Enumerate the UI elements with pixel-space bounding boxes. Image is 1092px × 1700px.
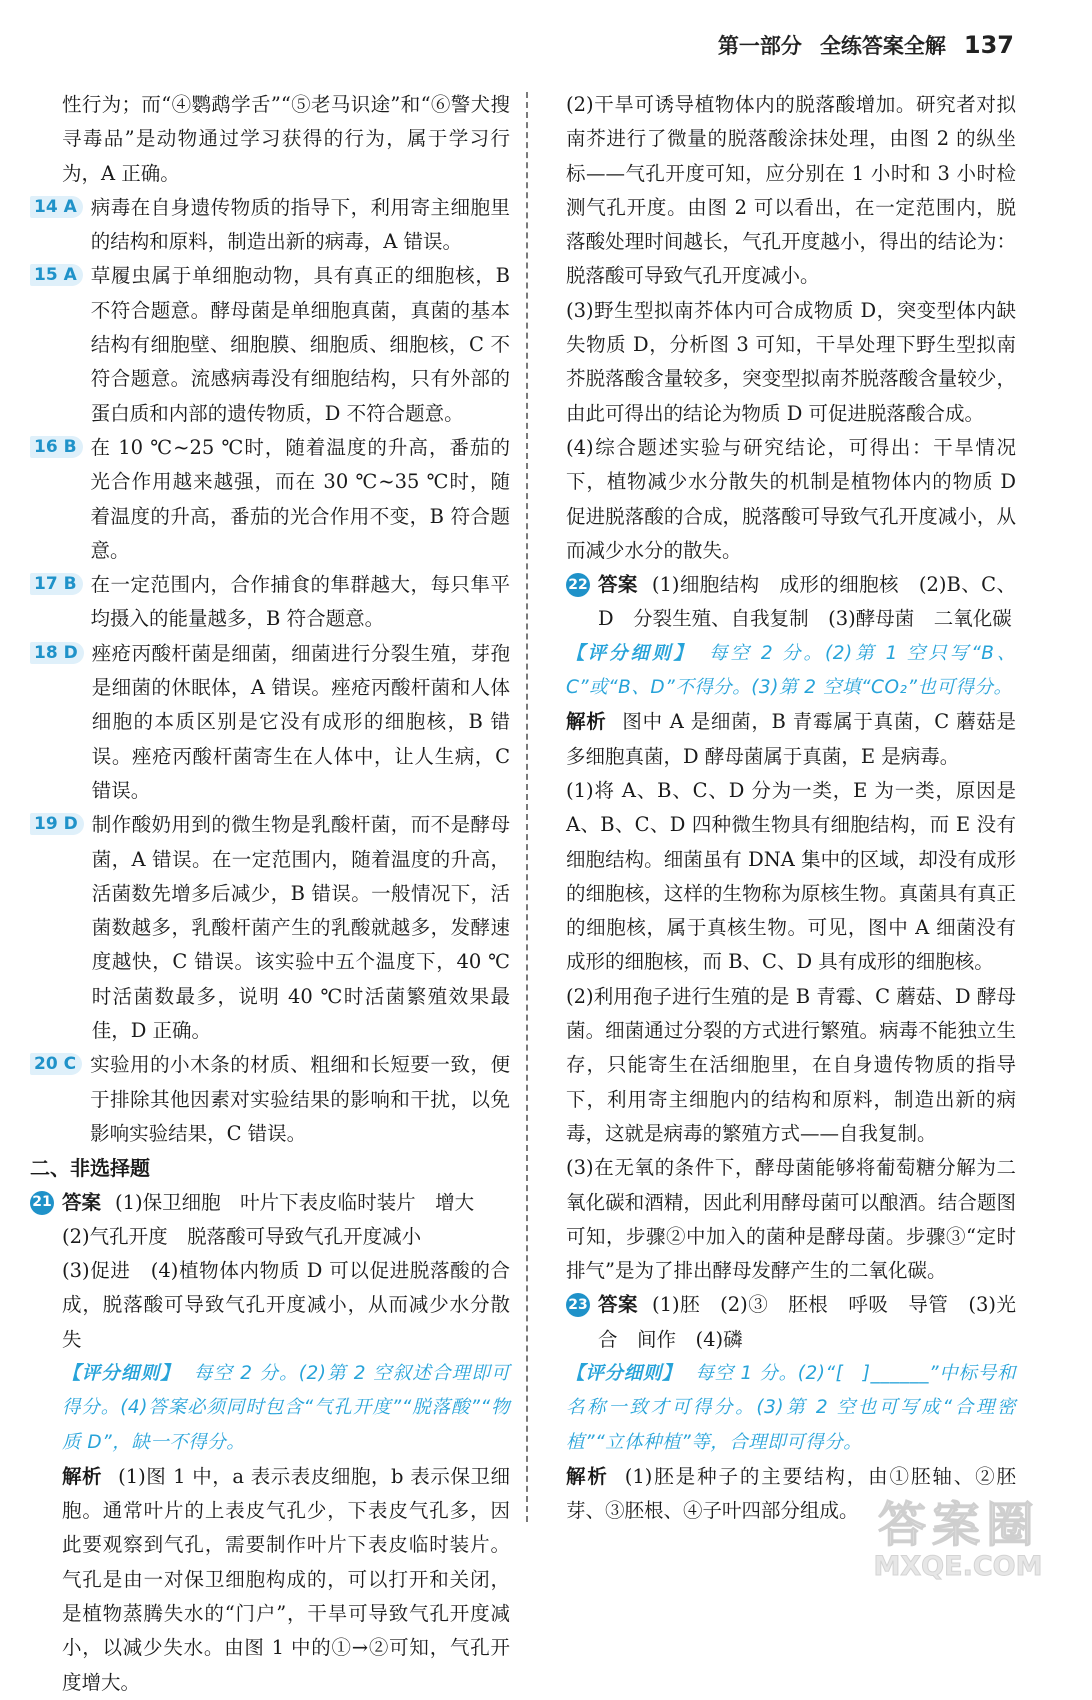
analysis-text: 图中 A 是细菌，B 青霉属于真菌，C 蘑菇是多细胞真菌，D 酵母菌属于真菌，E 是病毒。 <box>566 710 1016 768</box>
watermark-url: MXQE.COM <box>873 1551 1043 1582</box>
answer-text: (1)保卫细胞 叶片下表皮临时装片 增大 <box>115 1190 475 1214</box>
answer <box>598 568 1016 637</box>
answer-label: 答案 <box>598 573 638 597</box>
question-body <box>62 1186 510 1220</box>
scoring-label: 【评分细则】 <box>62 1362 180 1384</box>
question-19 <box>30 808 510 1048</box>
analysis-paragraph: (3)在无氧的条件下，酵母菌能够将葡萄糖分解为二氧化碳和酒精，因此利用酵母菌可以酿酒。结合题图可知，步骤②中加入的菌种是酵母菌。步骤③“定时排气”是为了排出酵母发酵产生的二氧化碳。 <box>566 1156 1016 1283</box>
scoring-rules <box>30 1357 510 1460</box>
page-number: 137 <box>963 31 1014 59</box>
question-22 <box>566 568 1016 637</box>
analysis <box>566 705 1016 774</box>
scoring-text: 每空 2 分。(2)第 1 空只写“B、C”或“B、D”不得分。(3)第 2 空填“CO₂”也可得分。 <box>566 642 1016 699</box>
question-number: 23 <box>566 1293 590 1317</box>
question-18 <box>30 637 510 808</box>
analysis <box>30 1460 510 1700</box>
question-17 <box>30 568 510 637</box>
answer-label: 答案 <box>62 1190 102 1214</box>
question-number: 21 <box>30 1191 54 1215</box>
question-explanation: 草履虫属于单细胞动物，具有真正的细胞核，B 不符合题意。酵母菌是单细胞真菌，真菌的基本结构有细胞壁、细胞膜、细胞质、细胞核，C 不符合题意。流感病毒没有细胞结构，只有外部的蛋白质和内部的遗传物质，D 不符合题意。 <box>90 264 510 425</box>
column-divider <box>526 92 528 1522</box>
question-number: 16 B <box>30 436 83 458</box>
analysis-label: 解析 <box>62 1464 103 1488</box>
question-number: 22 <box>566 573 590 597</box>
header-book: 全练答案全解 <box>819 34 946 58</box>
analysis-text: (1)胚是种子的主要结构，由①胚轴、②胚芽、③胚根、④子叶四部分组成。 <box>566 1464 1016 1523</box>
scoring-text: 每空 1 分。(2)“[ ]______”中标号和名称一致才可得分。(3)第 2 空也可写成“合理密植”“立体种植”等，合理即可得分。 <box>566 1362 1016 1453</box>
scoring-label: 【评分细则】 <box>566 1362 682 1384</box>
question-21 <box>30 1186 510 1220</box>
watermark-logo-text: 答案圈 <box>878 1497 1041 1553</box>
answer-text: (1)胚 (2)③ 胚根 呼吸 导管 (3)光合 间作 (4)磷 <box>598 1293 1016 1351</box>
answer-text: (3)促进 (4)植物体内物质 D 可以促进脱落酸的合成，脱落酸可导致气孔开度减小，从而减少水分散失 <box>62 1259 510 1351</box>
question-explanation: 制作酸奶用到的微生物是乳酸杆菌，而不是酵母菌，A 错误。在一定范围内，随着温度的升高，活菌数先增多后减少，B 错误。一般情况下，活菌数越多，乳酸杆菌产生的乳酸就越多，发酵速度越快，C 错误。该实验中五个温度下，40 ℃时活菌数最多，说明 40 ℃时活菌繁殖效果最佳，D 正确。 <box>91 813 510 1043</box>
scoring-rules <box>566 1357 1016 1460</box>
analysis-paragraph: (4)综合题述实验与研究结论，可得出：干旱情况下，植物减少水分散失的机制是植物体内的物质 D 促进脱落酸的合成，脱落酸可导致气孔开度减小，从而减少水分的散失。 <box>566 435 1016 562</box>
header-part: 第一部分 <box>717 34 802 58</box>
analysis-label: 解析 <box>566 710 607 734</box>
scoring-rules <box>566 637 1016 706</box>
analysis-paragraph: (2)干旱可诱导植物体内的脱落酸增加。研究者对拟南芥进行了微量的脱落酸涂抹处理，由图 2 的纵坐标——气孔开度可知，应分别在 1 小时和 3 小时检测气孔开度。由图 2 可以看出，在一定范围内，脱落酸处理时间越长，气孔开度越小，得出的结论为：脱落酸可导致气孔开度减小。 <box>566 93 1016 288</box>
scoring-text: 每空 2 分。(2)第 2 空叙述合理即可得分。(4)答案必须同时包含“气孔开度”“脱落酸”“物质 D”，缺一不得分。 <box>62 1362 510 1453</box>
question-15 <box>30 259 510 430</box>
question-number: 20 C <box>30 1053 82 1075</box>
question-16 <box>30 431 510 568</box>
analysis-paragraph: (1)将 A、B、C、D 分为一类，E 为一类，原因是 A、B、C、D 四种微生物具有细胞结构，而 E 没有细胞结构。细菌虽有 DNA 集中的区域，却没有成形的细胞核，这样的生物称为原核生物。真菌具有真正的细胞核，属于真核生物。可见，图中 A 细菌没有成形的细胞核，而 B、C、D 具有成形的细胞核。 <box>566 778 1016 974</box>
question-number: 17 B <box>30 573 83 595</box>
question-number: 15 A <box>30 264 83 286</box>
question-explanation: 病毒在自身遗传物质的指导下，利用寄主细胞里的结构和原料，制造出新的病毒，A 错误。 <box>90 195 510 254</box>
analysis-paragraph: (3)野生型拟南芥体内可合成物质 D，突变型体内缺失物质 D，分析图 3 可知，干旱处理下野生型拟南芥脱落酸含量较多，突变型拟南芥脱落酸含量较少，由此可得出的结论为物质 D 可促进脱落酸合成。 <box>566 298 1016 425</box>
question-number: 14 A <box>30 196 83 218</box>
question-explanation: 痤疮丙酸杆菌是细菌，细菌进行分裂生殖，芽孢是细菌的休眠体，A 错误。痤疮丙酸杆菌和人体细胞的本质区别是它没有成形的细胞核，B 错误。痤疮丙酸杆菌寄生在人体中，让人生病，C 错误。 <box>91 641 510 802</box>
answer-label: 答案 <box>598 1293 639 1317</box>
question-14 <box>30 191 510 260</box>
page-header <box>718 30 1014 60</box>
analysis-text: (1)图 1 中，a 表示表皮细胞，b 表示保卫细胞。通常叶片的上表皮气孔少，下表皮气孔多，因此要观察到气孔，需要制作叶片下表皮临时装片。气孔是由一对保卫细胞构成的，可以打开和关闭，是植物蒸腾失水的“门户”，干旱可导致气孔开度减小，以减少失水。由图 1 中的①→②可知，气孔开度增大。 <box>62 1464 510 1694</box>
question-explanation: 在 10 ℃~25 ℃时，随着温度的升高，番茄的光合作用越来越强，而在 30 ℃~35 ℃时，随着温度的升高，番茄的光合作用不变，B 符合题意。 <box>90 435 510 562</box>
question-20 <box>30 1048 510 1151</box>
question-explanation: 实验用的小木条的材质、粗细和长短要一致，便于排除其他因素对实验结果的影响和干扰，以免影响实验结果，C 错误。 <box>90 1053 510 1145</box>
analysis-paragraph: (2)利用孢子进行生殖的是 B 青霉、C 蘑菇、D 酵母菌。细菌通过分裂的方式进行繁殖。病毒不能独立生存，只能寄生在活细胞里，在自身遗传物质的指导下，利用寄主细胞内的结构和原料，制造出新的病毒，这就是病毒的繁殖方式——自我复制。 <box>566 984 1016 1145</box>
watermark-logo <box>858 1486 1058 1582</box>
section-title: 二、非选择题 <box>30 1156 150 1181</box>
continued-text: 性行为；而“④鹦鹉学舌”“⑤老马识途”和“⑥警犬搜寻毒品”是动物通过学习获得的行为，属于学习行为，A 正确。 <box>62 93 510 185</box>
question-number: 18 D <box>30 642 84 664</box>
question-number: 19 D <box>30 813 84 835</box>
answer <box>598 1288 1016 1357</box>
question-23 <box>566 1288 1016 1357</box>
answer-text: (1)细胞结构 成形的细胞核 (2)B、C、D 分裂生殖、自我复制 (3)酵母菌 二氧化碳 <box>598 573 1016 631</box>
answer-text: (2)气孔开度 脱落酸可导致气孔开度减小 <box>62 1224 422 1248</box>
question-explanation: 在一定范围内，合作捕食的隼群越大，每只隼平均摄入的能量越多，B 符合题意。 <box>90 573 510 631</box>
right-column <box>566 88 1016 1528</box>
left-column <box>30 88 510 1700</box>
scoring-label: 【评分细则】 <box>566 642 695 664</box>
analysis-label: 解析 <box>566 1464 609 1488</box>
